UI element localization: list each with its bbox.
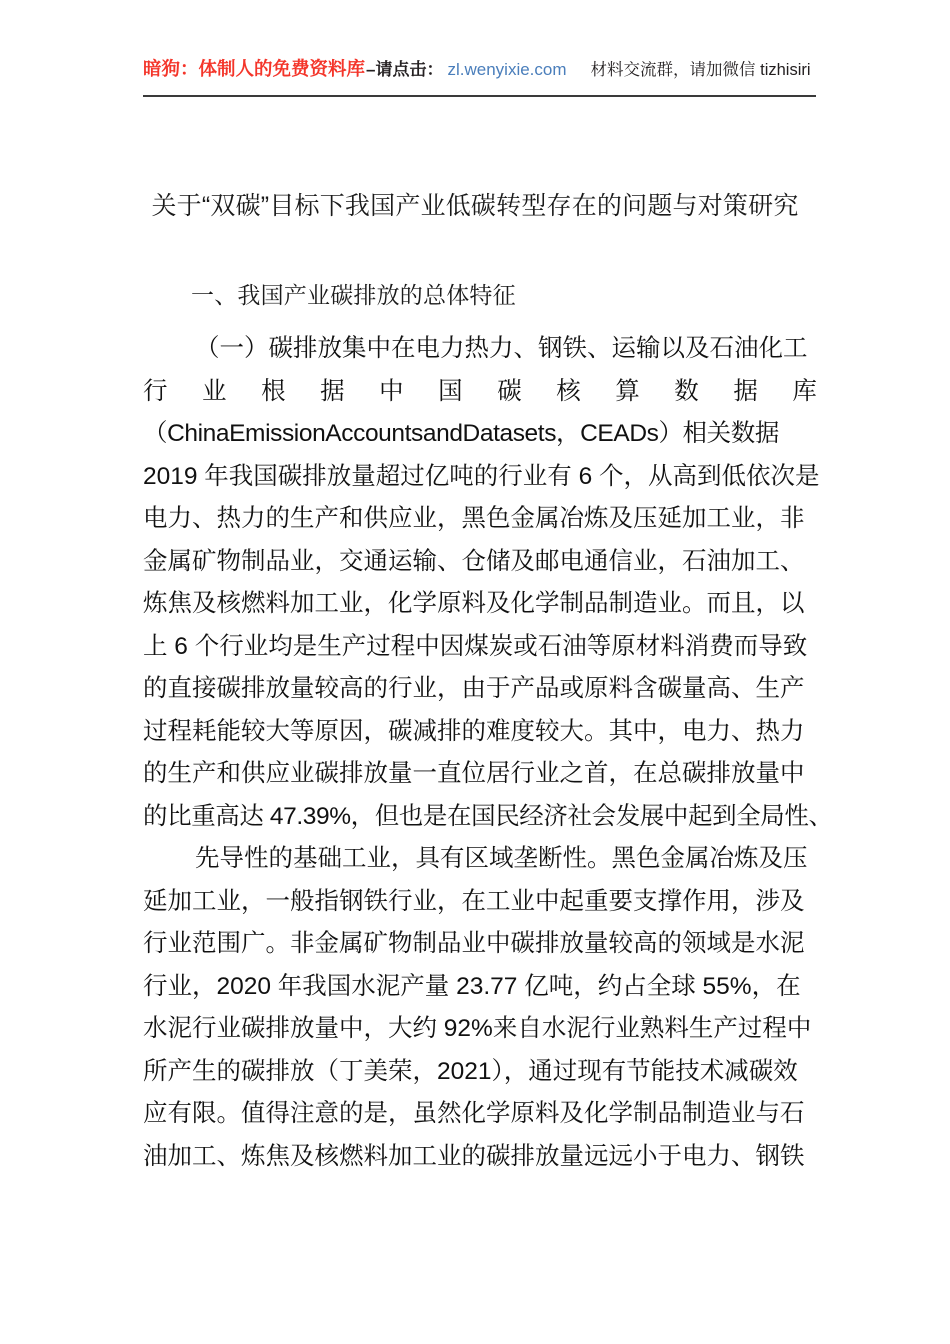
body-line: 行业，2020 年我国水泥产量 23.77 亿吨，约占全球 55%，在 <box>143 972 801 1000</box>
body-line: 油加工、炼焦及核燃料加工业的碳排放量远远小于电力、钢铁 <box>143 1142 805 1170</box>
watermark-click-prompt: –请点击： <box>366 60 444 79</box>
spread-char: 国 <box>438 377 463 405</box>
section-heading-one: 一、我国产业碳排放的总体特征 <box>191 282 516 308</box>
spread-char: 行 <box>143 377 168 405</box>
spread-char: 根 <box>261 377 286 405</box>
spread-char: 数 <box>674 377 699 405</box>
spread-char: 中 <box>379 377 404 405</box>
body-line: 先导性的基础工业，具有区域垄断性。黑色金属冶炼及压 <box>195 845 808 872</box>
spread-char: 据 <box>733 377 758 405</box>
watermark-header <box>143 58 815 94</box>
spread-char: 碳 <box>497 377 522 405</box>
body-line: 2019 年我国碳排放量超过亿吨的行业有 6 个，从高到低依次是 <box>143 462 820 490</box>
header-divider-rule <box>143 95 816 97</box>
watermark-site-link[interactable]: zl.wenyixie.com <box>447 60 567 79</box>
body-line: 行业范围广。非金属矿物制品业中碳排放量较高的领域是水泥 <box>143 930 805 957</box>
body-line: 的直接碳排放量较高的行业，由于产品或原料含碳量高、生产 <box>143 675 805 702</box>
spread-char: 据 <box>320 377 345 405</box>
body-line-justified <box>143 371 817 414</box>
spread-char: 业 <box>202 377 227 405</box>
body-line: 水泥行业碳排放量中，大约 92%来自水泥行业熟料生产过程中 <box>143 1015 812 1042</box>
watermark-header-line <box>143 58 815 81</box>
spread-char: 算 <box>615 377 640 405</box>
body-line: 所产生的碳排放（丁美荣，2021），通过现有节能技术减碳效 <box>143 1057 798 1085</box>
page-title: 关于“双碳”目标下我国产业低碳转型存在的问题与对策研究 <box>151 192 799 220</box>
body-line: （ChinaEmissionAccountsandDatasets，CEADs）相关数据 <box>143 420 779 447</box>
body-line: 上 6 个行业均是生产过程中因煤炭或石油等原材料消费而导致 <box>143 632 808 660</box>
body-line: 炼焦及核燃料加工业，化学原料及化学制品制造业。而且，以 <box>143 590 805 617</box>
spread-char: 核 <box>556 377 581 405</box>
body-line: 的比重高达 47.39%，但也是在国民经济社会发展中起到全局性、 <box>143 802 833 830</box>
watermark-brand-text: 暗狗：体制人的免费资料库 <box>143 58 366 79</box>
body-line: 电力、热力的生产和供应业，黑色金属冶炼及压延加工业，非 <box>143 505 805 532</box>
body-line: 应有限。值得注意的是，虽然化学原料及化学制品制造业与石 <box>143 1100 805 1127</box>
body-line: 延加工业，一般指钢铁行业，在工业中起重要支撑作用，涉及 <box>143 887 805 915</box>
body-line: 过程耗能较大等原因，碳减排的难度较大。其中，电力、热力 <box>143 717 805 745</box>
spread-char: 库 <box>792 377 817 405</box>
watermark-wechat-text: 材料交流群，请加微信 tizhisiri <box>590 61 811 79</box>
body-line: （一）碳排放集中在电力热力、钢铁、运输以及石油化工 <box>195 335 808 362</box>
body-text-block <box>143 328 833 1178</box>
body-line: 的生产和供应业碳排放量一直位居行业之首，在总碳排放量中 <box>143 760 805 787</box>
body-line: 金属矿物制品业，交通运输、仓储及邮电通信业，石油加工、 <box>143 547 805 575</box>
